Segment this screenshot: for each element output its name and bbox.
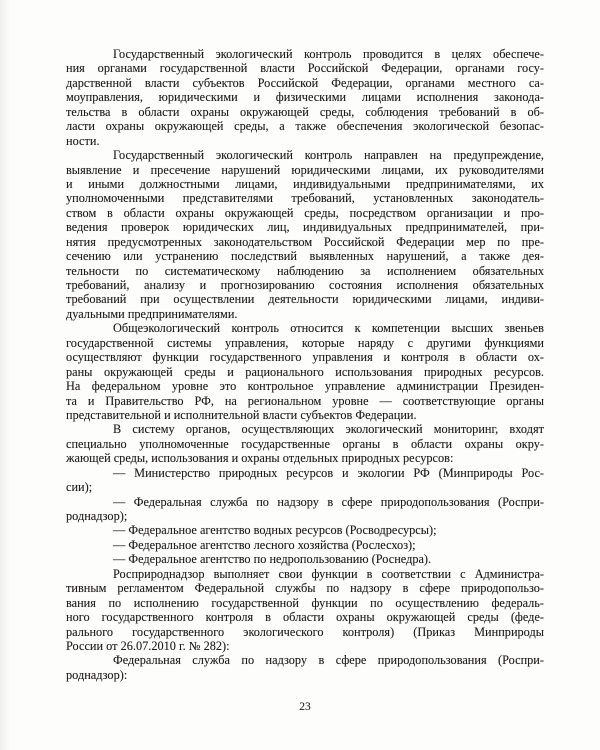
text-line: Государственный экологический контроль проводится в целях обеспече- [113, 47, 544, 61]
text-line: ласти охраны окружающей среды, а также обеспечения экологической безопас- [66, 119, 544, 134]
paragraph [66, 148, 544, 321]
text-line: вания по исполнению государственной функции по осуществлению федераль- [66, 595, 544, 610]
paragraph [66, 567, 544, 654]
text-line: — Федеральное агентство водных ресурсов (Росводресурсы); [113, 523, 437, 538]
text-line: выявление и пресечение нарушений юридическими лицами, их руководителями [66, 162, 544, 177]
text-line: жающей среды, использования и охраны отдельных природных ресурсов: [66, 451, 454, 466]
paragraph [66, 495, 544, 524]
paragraph [66, 466, 544, 495]
text-line: — Министерство природных ресурсов и экологии РФ (Минприроды Рос- [113, 465, 544, 480]
text-line: осуществляют функции государственного управления и контроля в области ох- [66, 350, 544, 365]
text-line: уполномоченными представителями требований, установленных законодатель- [66, 191, 544, 206]
text-line: сии); [66, 480, 93, 495]
text-line: и иными должностными лицами, индивидуальными предпринимателями, их [66, 176, 544, 191]
paragraph [66, 422, 544, 465]
text-line: та и Правительство РФ, на региональном уровне — соответствующие органы [66, 393, 544, 408]
text-line: Росприроднадзор выполняет свои функции в соответствии с Администра- [113, 566, 544, 581]
page-number: 23 [299, 701, 311, 713]
paragraph [66, 321, 544, 422]
text-line: ством в области охраны окружающей среды, посредством организации и про- [66, 205, 544, 220]
text-line: На федеральном уровне это контрольное управление администрации Президен- [66, 379, 544, 394]
text-line: представительной и исполнительной власти субъектов Федерации. [66, 407, 417, 422]
paragraph [66, 653, 544, 682]
text-line: В систему органов, осуществляющих экологический мониторинг, входят [113, 422, 544, 437]
text-line: ния органами государственной власти Российской Федерации, органами госу- [66, 61, 544, 76]
text-line: — Федеральное агентство лесного хозяйства (Рослесхоз); [113, 537, 416, 552]
text-line: тельности по систематическому наблюдению за исполнением обязательных [66, 263, 544, 278]
body-text [66, 47, 544, 682]
text-line: требований, анализу и прогнозированию состояния исполнения обязательных [66, 278, 544, 292]
text-line: ности. [66, 133, 100, 148]
paragraph [66, 552, 544, 566]
text-line: роднадзор); [66, 509, 128, 523]
text-line: Общеэкологический контроль относится к компетенции высших звеньев [113, 321, 544, 336]
text-line: роднадзор): [66, 667, 128, 682]
text-line: дуальными предпринимателями. [66, 306, 238, 321]
text-line: — Федеральное агентство по недропользованию (Роснедра). [113, 552, 432, 567]
paragraph [66, 523, 544, 537]
text-line: дарственной власти субъектов Российской Федерации, органами местного са- [66, 75, 544, 90]
text-line: тельства в области охраны окружающей среды, соблюдения требований в об- [66, 104, 544, 119]
text-line: рального государственного экологического контроля) (Приказ Минприроды [66, 624, 544, 639]
text-line: Государственный экологический контроль направлен на предупреждение, [113, 148, 544, 163]
text-line: специально уполномоченные государственные органы в области охраны окру- [66, 436, 544, 451]
text-line: — Федеральная служба по надзору в сфере природопользования (Роспри- [113, 494, 544, 509]
text-line: требований при осуществлении деятельности юридическими лицами, индиви- [66, 292, 544, 307]
text-line: моуправления, юридическими и физическими лицами исполнения законода- [66, 90, 544, 105]
scan-edge-shadow [0, 0, 10, 750]
paragraph [66, 47, 544, 148]
text-line: Федеральная служба по надзору в сфере природопользования (Роспри- [113, 653, 544, 668]
text-line: ведения проверок юридических лиц, индивидуальных предпринимателей, при- [66, 220, 544, 235]
text-line: нятия предусмотренных законодательством Российской Федерации мер по пре- [66, 234, 544, 249]
text-line: ного государственного контроля в области охраны окружающей среды (феде- [66, 610, 544, 625]
text-line: сечению или устранению последствий выявленных нарушений, а также дея- [66, 249, 544, 264]
text-line: государственной системы управления, которые наряду с другими функциями [66, 335, 544, 350]
paragraph [66, 538, 544, 552]
text-line: раны окружающей среды и рационального использования природных ресурсов. [66, 364, 544, 379]
text-line: России от 26.07.2010 г. № 282): [66, 638, 230, 653]
text-line: тивным регламентом Федеральной службы по надзору в сфере природопользо- [66, 581, 544, 596]
